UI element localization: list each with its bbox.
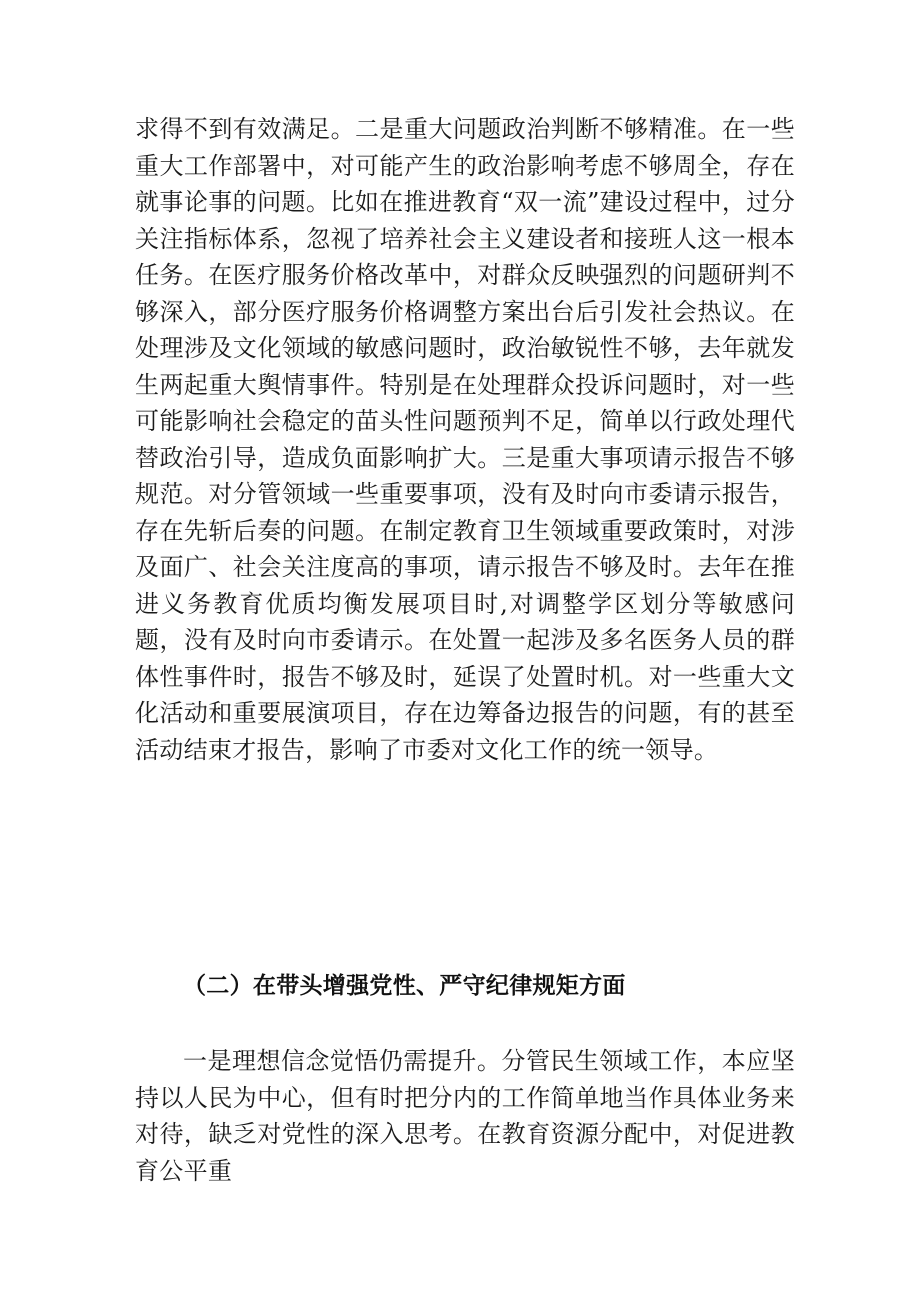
- body-paragraph: 求得不到有效满足。二是重大问题政治判断不够精准。在一些重大工作部署中，对可能产生的政治影响考虑不够周全，存在就事论事的问题。比如在推进教育“双一流”建设过程中，过分关注指标体系，忽视了培养社会主义建设者和接班人这一根本任务。在医疗服务价格改革中，对群众反映强烈的问题研判不够深入，部分医疗服务价格调整方案出台后引发社会热议。在处理涉及文化领域的敏感问题时，政治敏锐性不够，去年就发生两起重大舆情事件。特别是在处理群众投诉问题时，对一些可能影响社会稳定的苗头性问题预判不足，简单以行政处理代替政治引导，造成负面影响扩大。三是重大事项请示报告不够规范。对分管领域一些重要事项，没有及时向市委请示报告，存在先斩后奏的问题。在制定教育卫生领域重要政策时，对涉及面广、社会关注度高的事项，请示报告不够及时。去年在推进义务教育优质均衡发展项目时,对调整学区划分等敏感问题，没有及时向市委请示。在处置一起涉及多名医务人员的群体性事件时，报告不够及时，延误了处置时机。对一些重大文化活动和重要展演项目，存在边筹备边报告的问题，有的甚至活动结束才报告，影响了市委对文化工作的统一领导。: [135, 115, 795, 764]
- section-heading: （二）在带头增强党性、严守纪律规矩方面: [183, 973, 626, 999]
- body-paragraph: 一是理想信念觉悟仍需提升。分管民生领域工作，本应坚持以人民为中心，但有时把分内的工作简单地当作具体业务来对待，缺乏对党性的深入思考。在教育资源分配中，对促进教育公平重: [135, 1047, 795, 1185]
